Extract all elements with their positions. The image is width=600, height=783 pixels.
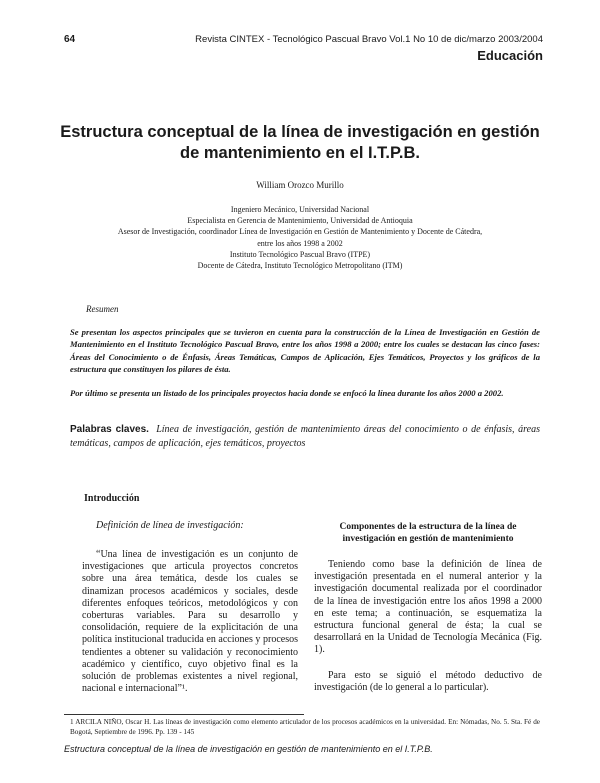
subsection-heading-definition: Definición de línea de investigación: (96, 520, 244, 531)
body-paragraph: Para esto se siguió el método deductivo de investigación (de lo general a lo particular). (314, 670, 542, 694)
article-title: Estructura conceptual de la línea de investigación en gestión de mantenimiento en el I.T.P.B. (60, 123, 540, 162)
affiliation-line: Ingeniero Mecánico, Universidad Nacional (230, 205, 370, 214)
author-affiliations (60, 204, 540, 271)
keywords (70, 423, 540, 451)
affiliation-line: entre los años 1998 a 2002 (257, 238, 343, 248)
abstract-heading: Resumen (86, 304, 119, 314)
affiliation-line: Asesor de Investigación, coordinador Línea de Investigación en Gestión de Mantenimiento y Docente de Cátedra, (117, 227, 483, 237)
body-paragraph: Teniendo como base la definición de línea de investigación presentada en el numeral anterior y la investigación documental realizada por el coordinador de la línea de investigación entre los años 1998 a 2000 en este tema; a continuación, se esquematiza la estructura funcional general de ésta; la cual se desarrollará en la Unidad de Tecnología Mecánica (Fig. 1). (314, 559, 542, 656)
footnote: 1 ARCILA NIÑO, Oscar H. Las líneas de investigación como elemento articulador de los procesos académicos en la universidad. En: Nómadas, No. 5. Sta. Fé de Bogotá, Septiembre de 1996. Pp. 139 - 145 (70, 718, 540, 736)
author-name: William Orozco Murillo (256, 180, 344, 190)
running-footer: Estructura conceptual de la línea de investigación en gestión de mantenimiento en el I.T.P.B. (64, 744, 433, 754)
keywords-label: Palabras claves. (70, 424, 149, 435)
keywords-text: Línea de investigación, gestión de mantenimiento áreas del conocimiento o de énfasis, áreas temáticas, campos de aplicación, ejes temáticos, proyectos (70, 424, 540, 449)
abstract-paragraph: Por último se presenta un listado de los principales proyectos hacia donde se enfocó la línea durante los años 2000 a 2002. (70, 388, 504, 398)
affiliation-line: Docente de Cátedra, Instituto Tecnológico Metropolitano (ITM) (197, 261, 403, 271)
affiliation-line: Especialista en Gerencia de Mantenimiento, Universidad de Antioquia (187, 216, 413, 226)
definition-quote: “Una línea de investigación es un conjunto de investigaciones que articula proyectos concretos sobre una área temática, desde los cuales se dinamizan procesos académicos y sociales, desde diferentes enfoques teóricos, metodológicos y con coberturas variables. Para su desarrollo y consolidación, requiere de la explicitación de una política institucional traducida en acciones y procesos tendientes a obtener su validación y reconocimiento académico y científico, cuyo objetivo final es la solución de problemas existentes a nivel regional, nacional e internacional”¹. (82, 549, 298, 695)
abstract-paragraph: Se presentan los aspectos principales que se tuvieron en cuenta para la construcción de la Línea de Investigación en Gestión de Mantenimiento en el Instituto Tecnológico Pascual Bravo, entre los años 1998 a 2000; entre los cuales se destacan las cinco fases: Áreas del Conocimiento o de Énfasis, Áreas Temáticas, Campos de Aplicación, Ejes Temáticos, Proyectos y los gráficos de la estructura que constituyen los pilares de ésta. (70, 327, 540, 374)
section-label: Educación (477, 48, 543, 63)
page-number: 64 (64, 34, 76, 45)
section-heading-components: Componentes de la estructura de la línea de investigación en gestión de mantenimiento (339, 522, 517, 544)
footnote-divider (64, 714, 304, 715)
journal-header: Revista CINTEX - Tecnológico Pascual Bravo Vol.1 No 10 de dic/marzo 2003/2004 (195, 34, 543, 45)
affiliation-line: Instituto Tecnológico Pascual Bravo (ITPE) (229, 249, 371, 259)
section-heading-introduction: Introducción (84, 493, 140, 504)
